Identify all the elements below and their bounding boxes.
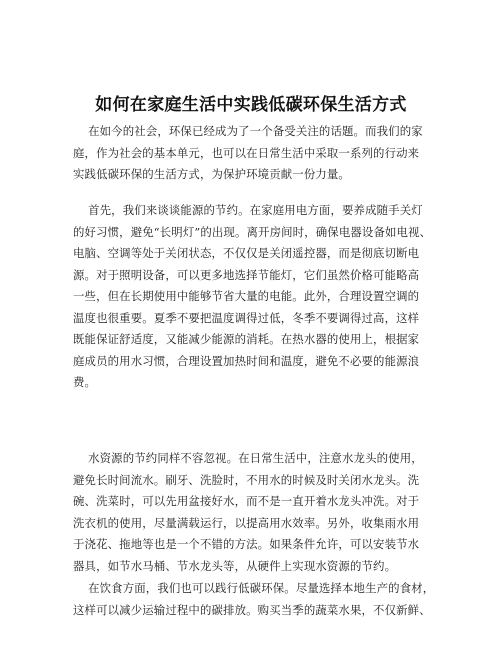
document-title: 如何在家庭生活中实践低碳环保生活方式 bbox=[95, 95, 407, 115]
paragraph-water: 水资源的节约同样不容忽视。在日常生活中，注意水龙头的使用， 避免长时间流水。刷牙、洗脸时，不用水的时候及时关闭水龙头。洗 碗、洗菜时，可以先用盆接好水，而不是一直开着水龙头冲洗。对于 洗衣机的使用，尽量满载运行，以提高用水效率。另外，收集雨水用 于浇花、拖地等也是一个不错的方法。如果条件允许，可以安装节水 器具，如节水马桶、节水龙头等，从硬件上实现水资源的节约。 bbox=[73, 451, 423, 573]
paragraph-diet: 在饮食方面，我们也可以践行低碳环保。尽量选择本地生产的食材， 这样可以减少运输过程中的碳排放。购买当季的蔬菜水果，不仅新鲜、 bbox=[73, 581, 435, 617]
paragraph-energy: 首先，我们来谈谈能源的节约。在家庭用电方面，要养成随手关灯 的好习惯，避免“长明灯”的出现。离开房间时，确保电器设备如电视、 电脑、空调等处于关闭状态，不仅仅是关闭遥控器，而是彻底切断电 源。对于照明设备，可以更多地选择节能灯，它们虽然价格可能略高 一些，但在长期使用中能够节省大量的电能。此外，合理设置空调的 温度也很重要。夏季不要把温度调得过低，冬季不要调得过高，这样 既能保证舒适度，又能减少能源的消耗。在热水器的使用上，根据家 庭成员的用水习惯，合理设置加热时间和温度，避免不必要的能源浪 费。 bbox=[73, 203, 432, 389]
paragraph-intro: 在如今的社会，环保已经成为了一个备受关注的话题。而我们的家 庭，作为社会的基本单元，也可以在日常生活中采取一系列的行动来 实践低碳环保的生活方式，为保护环境贡献一份力量。 bbox=[73, 124, 423, 181]
